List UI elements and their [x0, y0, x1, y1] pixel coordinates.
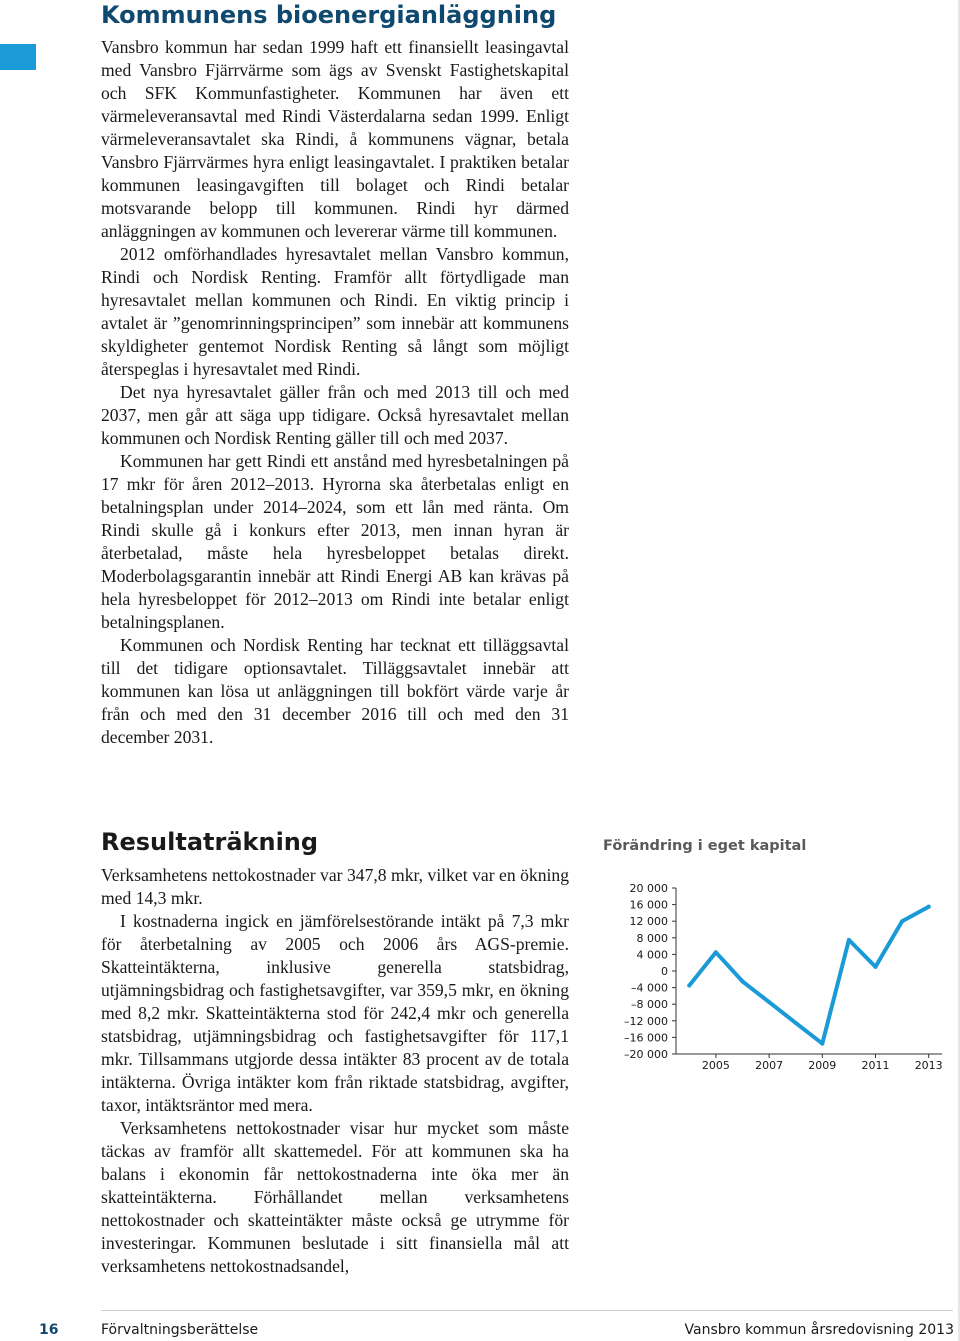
series-line	[689, 907, 928, 1044]
y-tick-label: 8 000	[636, 931, 668, 945]
data-point	[714, 950, 718, 954]
y-tick-label: –12 000	[624, 1014, 668, 1028]
data-point	[767, 1000, 771, 1004]
data-point	[687, 984, 691, 988]
x-tick-label: 2005	[701, 1059, 730, 1072]
y-tick-label: –16 000	[624, 1031, 668, 1045]
section-title-bioenergy: Kommunens bioenergianläggning	[101, 1, 557, 29]
y-tick-label: 4 000	[636, 948, 668, 962]
footer-publication: Vansbro kommun årsredovisning 2013	[684, 1322, 954, 1338]
body-paragraph: Verksamhetens nettokostnader var 347,8 mkr, vilket var en ökning med 14,3 mkr.	[101, 865, 569, 908]
data-point	[741, 979, 745, 983]
y-tick-label: –4 000	[631, 981, 668, 995]
x-tick-label: 2009	[808, 1059, 837, 1072]
x-tick-label: 2013	[914, 1059, 943, 1072]
body-paragraph: Verksamhetens nettokostnader visar hur mycket som måste täckas av framför allt skattemedel. För att kommunen ska ha balans i ekonomin får nettokostnaderna inte öka mer än skatteintäkterna. Förhållandet mellan verksamhetens nettokostnader och skatteintäkter måste också ge utrymme för investeringar. Kommunen beslutade i sitt finansiella mål att verksamhetens nettokostnadsandel,	[101, 1118, 569, 1276]
footer-divider	[101, 1310, 953, 1311]
body-paragraph: Kommunen och Nordisk Renting har tecknat ett tilläggsavtal till det tidigare optionsavtalet. Tilläggsavtalet innebär att kommunen kan lösa ut anläggningen till bokfört värde varje år från och med den 31 december 2016 till och med den 31 december 2031.	[101, 635, 569, 747]
section-accent-marker	[0, 44, 36, 70]
y-tick-label: 12 000	[629, 915, 668, 929]
x-tick-label: 2011	[861, 1059, 890, 1072]
data-point	[874, 965, 878, 969]
bioenergy-body-text	[101, 36, 569, 749]
body-paragraph: Det nya hyresavtalet gäller från och med 2013 till och med 2037, men går att säga upp tidigare. Också hyresavtalet mellan kommunen och Nordisk Renting gäller till och med 2037.	[101, 382, 569, 448]
data-point	[820, 1042, 824, 1046]
footer-section-name: Förvaltningsberättelse	[101, 1322, 259, 1338]
income-statement-body-text	[101, 864, 569, 1278]
chart-title: Förändring i eget kapital	[603, 838, 807, 854]
data-point	[927, 905, 931, 909]
body-paragraph: 2012 omförhandlades hyresavtalet mellan Vansbro kommun, Rindi och Nordisk Renting. Framför allt förtydligade man hyresavtalet mellan kommunen och Rindi. En viktig princip i avtalet är ”genomrinningsprincipen” som innebär att kommunens skyldigheter gentemot Nordisk Renting så långt som möjligt återspeglas i hyresavtalet med Rindi.	[101, 244, 569, 379]
y-tick-label: –8 000	[631, 998, 668, 1012]
x-tick-label: 2007	[755, 1059, 784, 1072]
y-tick-label: 20 000	[629, 882, 668, 895]
data-point	[900, 919, 904, 923]
page-number: 16	[39, 1322, 59, 1338]
y-tick-label: 16 000	[629, 898, 668, 912]
body-paragraph: I kostnaderna ingick en jämförelsestörande intäkt på 7,3 mkr för återbetalning av 2005 och 2006 års AGS-premie. Skatteintäkterna, inklusive generella statsbidrag, utjämningsbidrag och fastighetsavgifter, var 359,5 mkr, en ökning med 8,2 mkr. Skatteintäkterna stod för 242,4 mkr och generella statsbidrag, utjämningsbidrag och fastighetsavgifter för 117,1 mkr. Tillsammans utgjorde dessa intäkter 83 procent av de totala intäkterna. Övriga intäkter kom från riktade statsbidrag, avgifter, taxor, intäktsräntor med mera.	[101, 911, 569, 1115]
data-point	[794, 1021, 798, 1025]
data-point	[847, 938, 851, 942]
body-paragraph: Kommunen har gett Rindi ett anstånd med hyresbetalningen på 17 mkr för åren 2012–2013. Hyrorna ska återbetalas enligt en betalningsplan under 2014–2024, som ett lån med ränta. Om Rindi skulle gå i konkurs efter 2013, men innan hyran är återbetalad, måste hela hyresbeloppet betalas direkt. Moderbolagsgarantin innebär att Rindi Energi AB kan krävas på hela hyresbeloppet för 2012–2013 om Rindi inte betalar enligt betalningsplanen.	[101, 451, 569, 632]
section-title-income-statement: Resultaträkning	[101, 828, 319, 856]
y-tick-label: –20 000	[624, 1048, 668, 1061]
y-tick-label: 0	[661, 965, 668, 978]
equity-change-chart	[600, 878, 945, 1078]
body-paragraph: Vansbro kommun har sedan 1999 haft ett finansiellt leasingavtal med Vansbro Fjärrvärme som ägs av Svenskt Fastighetskapital och SFK Kommunfastigheter. Kommunen har även ett värmeleveransavtal med Rindi Västerdalarna sedan 1999. Enligt värmeleveransavtalet ska Rindi, å kommunens vägnar, betala Vansbro Fjärrvärmes hyra enligt leasingavtalet. I praktiken betalar kommunen leasingavgiften till bolaget och Rindi betalar motsvarande belopp till kommunen. Rindi hyr därmed anläggningen av kommunen och levererar värme till kommunen.	[101, 37, 569, 241]
